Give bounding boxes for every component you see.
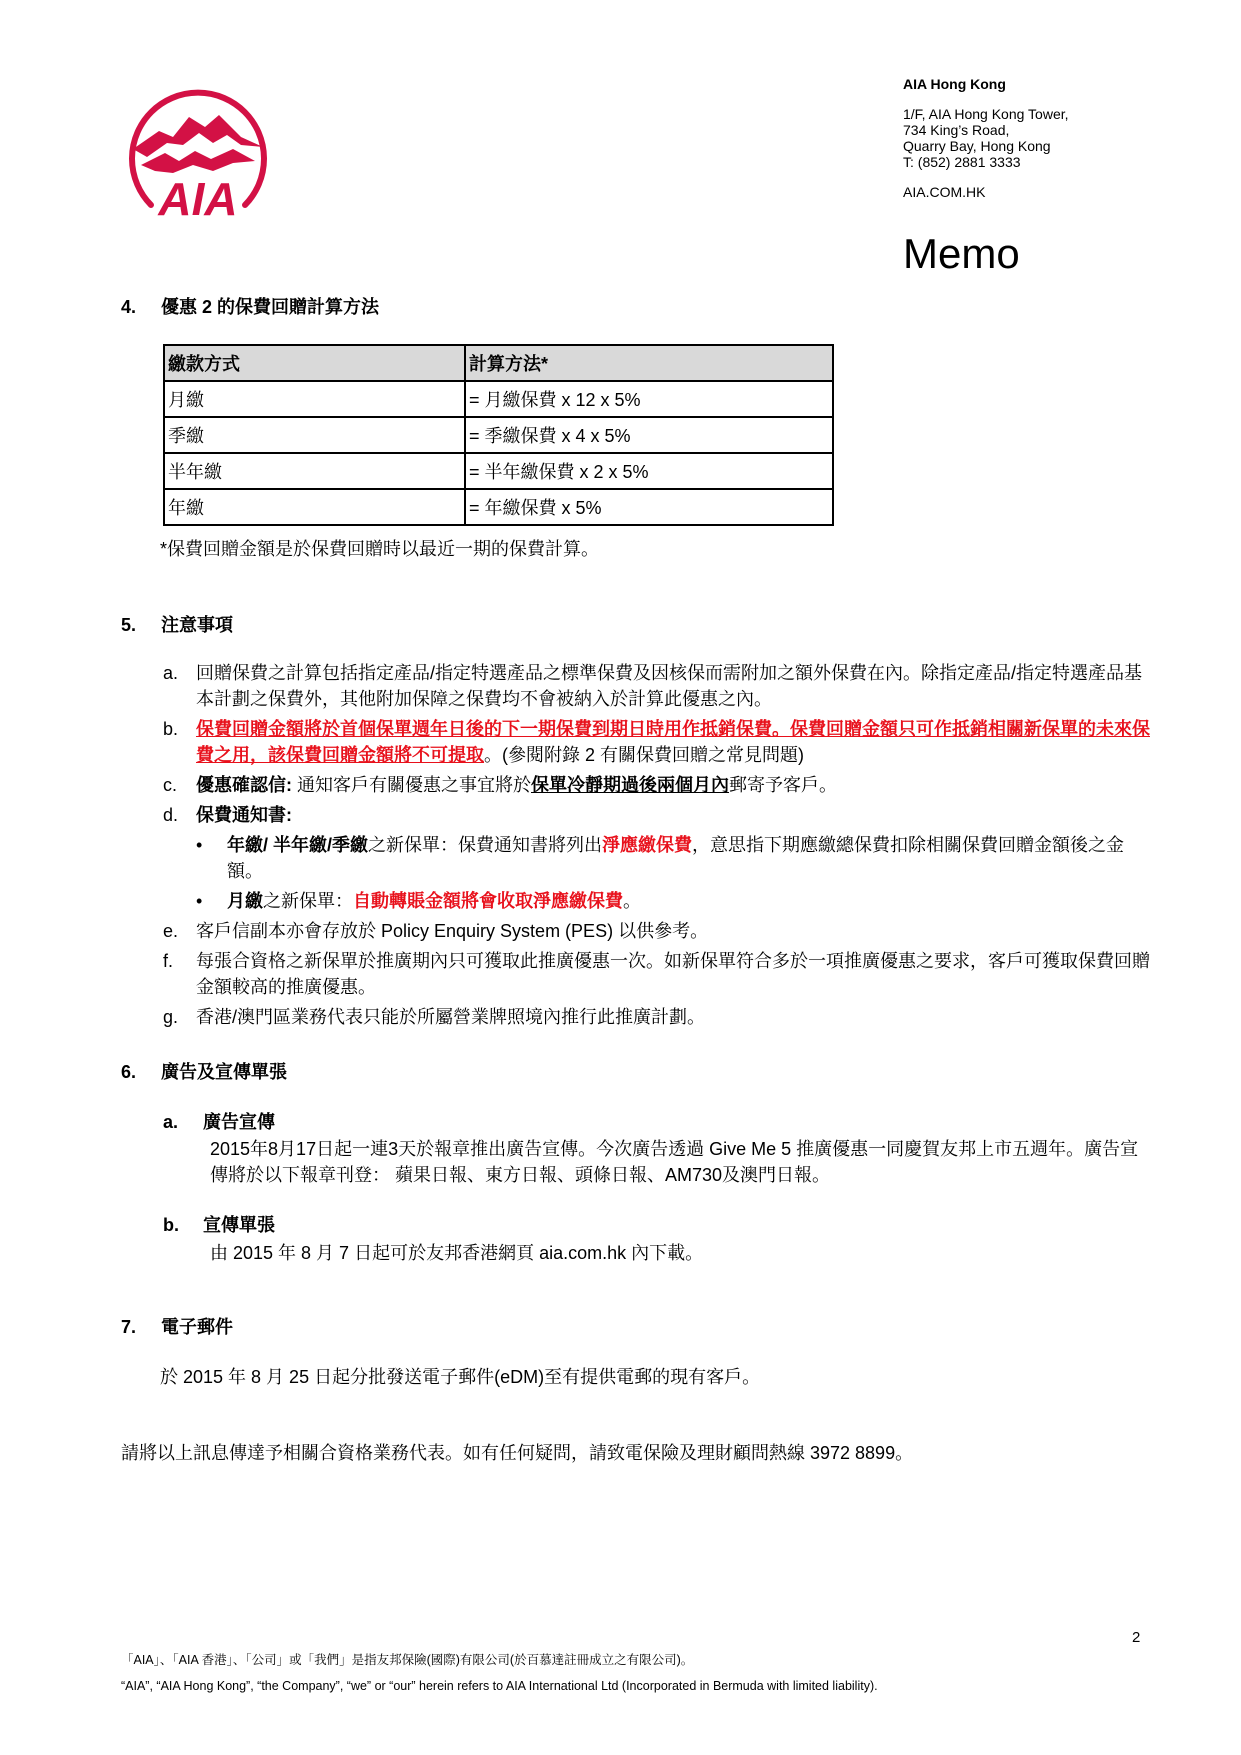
subsection-b-heading [163,1213,275,1237]
item-letter: a. [163,663,179,683]
section-number: 4. [121,297,137,317]
section-number: 5. [121,615,137,635]
subsection-letter: b. [163,1215,179,1235]
section-6-heading [121,1060,287,1084]
list-item [163,660,1153,712]
list-item [163,948,1153,1000]
item-text: 香港/澳門區業務代表只能於所屬營業牌照境內推行此推廣計劃。 [196,1007,705,1027]
table-header-cell: 計算方法* [465,345,833,381]
phone-line: T: (852) 2881 3333 [903,154,1021,170]
page-number: 2 [1132,1629,1141,1646]
item-text: 。(參閱附錄 2 有關保費回贈之常見問題) [484,745,804,765]
item-bold-label: 保費通知書: [196,805,292,825]
notes-list [163,660,1153,1034]
company-address-block [903,76,1069,200]
logo-text: AIA [158,173,238,225]
list-item [163,772,1153,798]
section-title: 優惠 2 的保費回贈計算方法 [161,297,380,317]
table-row [164,417,833,453]
table-cell: = 季繳保費 x 4 x 5% [465,417,833,453]
table-cell: = 月繳保費 x 12 x 5% [465,381,833,417]
section-title: 電子郵件 [161,1317,233,1337]
red-highlight-text: 保費回贈金額將於首個保單週年日後的下一期保費到期日時用作抵銷保費。保費回贈金額只可作抵銷相關新保單的未來保費之用，該保費回贈金額將不可提取 [196,719,1150,765]
table-cell: 季繳 [164,417,465,453]
sub-list-item [163,888,1153,914]
leaflet-text: 由 2015 年 8 月 7 日起可於友邦香港網頁 aia.com.hk 內下載。 [210,1243,704,1263]
footer-line-english: “AIA”, “AIA Hong Kong”, “the Company”, “we” or “our” herein refers to AIA International Ltd (Incorporated in Bermuda with limited liability). [121,1679,878,1693]
item-text: 之新保單：保費通知書將列出 [368,835,603,855]
website: AIA.COM.HK [903,184,986,200]
section-5-heading [121,613,233,637]
item-text: 。 [623,891,641,911]
subsection-letter: a. [163,1112,179,1132]
item-text: 每張合資格之新保單於推廣期內只可獲取此推廣優惠一次。如新保單符合多於一項推廣優惠之要求，客戶可獲取保費回贈金額較高的推廣優惠。 [196,951,1150,997]
item-bold-label: 月繳 [227,891,263,911]
item-letter: d. [163,805,179,825]
item-text: 回贈保費之計算包括指定產品/指定特選產品之標準保費及因核保而需附加之額外保費在內。除指定產品/指定特選產品基本計劃之保費外，其他附加保障之保費均不會被納入於計算此優惠之內。 [196,663,1142,709]
footer-line-chinese: 「AIA」、「AIA 香港」、「公司」或「我們」是指友邦保險(國際)有限公司(於百慕達註冊成立之有限公司)。 [121,1653,694,1667]
doc-type-title: Memo [903,230,1020,277]
table-header-cell: 繳款方式 [164,345,465,381]
item-letter: g. [163,1007,179,1027]
item-text: 之新保單： [263,891,353,911]
address-line: Quarry Bay, Hong Kong [903,138,1051,154]
table-row [164,381,833,417]
aia-logo [121,87,275,227]
list-item [163,716,1153,768]
address-line: 1/F, AIA Hong Kong Tower, [903,106,1069,122]
item-text: 客戶信副本亦會存放於 Policy Enquiry System (PES) 以供參考。 [196,921,709,941]
section-number: 7. [121,1317,137,1337]
advertising-text: 2015年8月17日起一連3天於報章推出廣告宣傳。今次廣告透過 Give Me 5 推廣優惠一同慶賀友邦上市五週年。廣告宣傳將於以下報章刊登： 蘋果日報、東方日報、頭條日報、AM730及澳門日報。 [210,1139,1139,1185]
subsection-title: 宣傳單張 [203,1215,275,1235]
list-item [163,1004,1153,1030]
table-cell: 月繳 [164,381,465,417]
red-highlight-text: 自動轉賬金額將會收取淨應繳保費 [353,891,623,911]
calculation-table [163,344,834,526]
company-name: AIA Hong Kong [903,76,1006,92]
section-7-heading [121,1315,233,1339]
table-row [164,489,833,525]
bullet: • [196,891,203,911]
item-bold-label: 年繳/ 半年繳/季繳 [227,835,369,855]
table-cell: = 半年繳保費 x 2 x 5% [465,453,833,489]
red-highlight-text: 淨應繳保費 [602,835,693,855]
item-letter: c. [163,775,178,795]
table-cell: 半年繳 [164,453,465,489]
email-text: 於 2015 年 8 月 25 日起分批發送電子郵件(eDM)至有提供電郵的現有客戶。 [160,1367,761,1387]
item-text: ，意思指下期應繳總保費扣除相關保費回贈金額後之金額。 [227,835,1125,881]
item-letter: b. [163,719,179,739]
item-bold-label: 優惠確認信: [196,775,292,795]
address-line: 734 King’s Road, [903,122,1010,138]
table-note: *保費回贈金額是於保費回贈時以最近一期的保費計算。 [160,539,600,559]
section-title: 注意事項 [161,615,233,635]
item-letter: f. [163,951,174,971]
item-letter: e. [163,921,179,941]
table-cell: 年繳 [164,489,465,525]
subsection-title: 廣告宣傳 [203,1112,275,1132]
table-header-row [164,345,833,381]
list-item [163,918,1153,944]
item-text: 郵寄予客戶。 [729,775,837,795]
bullet: • [196,835,203,855]
table-row [164,453,833,489]
item-text: 通知客戶有關優惠之事宜將於 [292,775,531,795]
underlined-text: 保單冷靜期過後兩個月內 [531,775,729,795]
table-cell: = 年繳保費 x 5% [465,489,833,525]
section-4-heading [121,295,379,319]
closing-text: 請將以上訊息傳達予相關合資格業務代表。如有任何疑問，請致電保險及理財顧問熱線 3972 8899。 [121,1443,914,1463]
list-item [163,802,1153,828]
subsection-a-heading [163,1110,275,1134]
sub-list-item [163,832,1153,884]
section-title: 廣告及宣傳單張 [161,1062,287,1082]
section-number: 6. [121,1062,137,1082]
